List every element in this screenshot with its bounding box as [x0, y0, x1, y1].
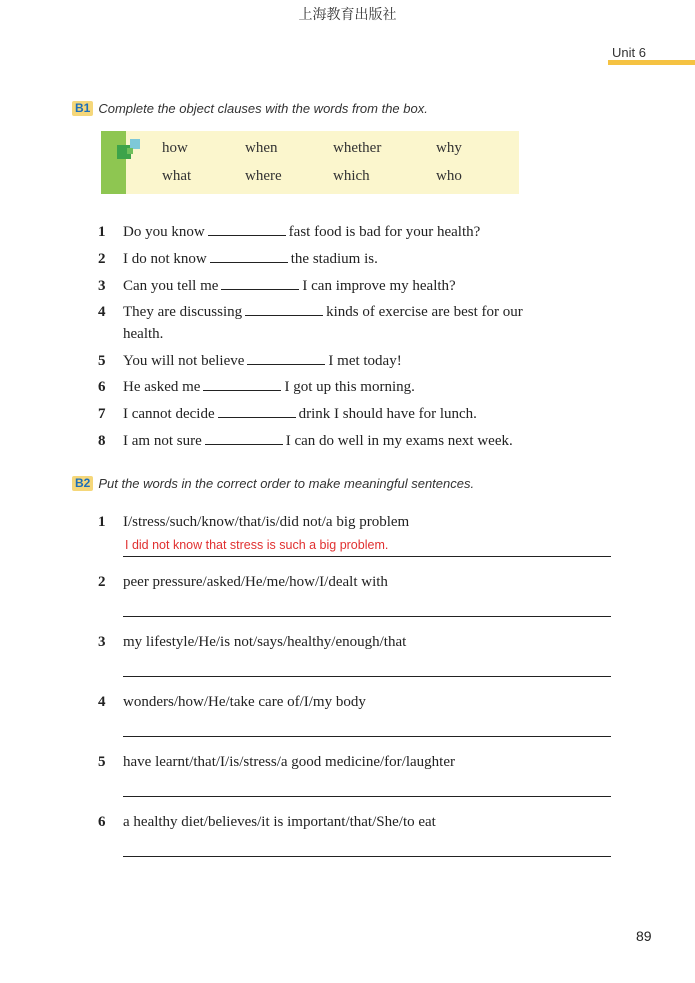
question-number: 7 — [98, 406, 106, 422]
answer-line[interactable] — [123, 736, 611, 737]
question-number: 8 — [98, 433, 106, 449]
b2-instruction: Put the words in the correct order to make meaningful sentences. — [98, 476, 475, 491]
question-text-continued: health. — [123, 326, 164, 342]
question-number: 3 — [98, 278, 106, 294]
question-number: 1 — [98, 224, 106, 240]
question-text: I got up this morning. — [284, 379, 415, 395]
question-prompt: a healthy diet/believes/it is important/that/She/to eat — [123, 814, 436, 830]
box-word: whether — [333, 140, 382, 156]
b1-question — [98, 301, 523, 323]
answer-blank[interactable] — [245, 301, 323, 316]
question-text: Do you know — [123, 224, 205, 240]
b2-question — [98, 571, 388, 593]
decor-square-icon — [127, 148, 133, 154]
box-word: what — [162, 168, 192, 184]
question-text: the stadium is. — [290, 251, 378, 267]
question-number: 3 — [98, 634, 106, 650]
b1-question — [98, 221, 480, 243]
question-number: 6 — [98, 814, 106, 830]
question-text: I can do well in my exams next week. — [285, 433, 513, 449]
question-text: I am not sure — [123, 433, 202, 449]
answer-line[interactable] — [123, 616, 611, 617]
answer-blank[interactable] — [210, 248, 288, 263]
b1-heading — [72, 101, 428, 116]
b1-instruction: Complete the object clauses with the words from the box. — [98, 101, 428, 116]
question-number: 2 — [98, 251, 106, 267]
question-number: 5 — [98, 353, 106, 369]
word-box-stripe — [101, 131, 126, 194]
answer-line[interactable] — [123, 676, 611, 677]
answer-blank[interactable] — [208, 221, 286, 236]
question-prompt: my lifestyle/He/is not/says/healthy/enough/that — [123, 634, 407, 650]
answer-blank[interactable] — [205, 430, 283, 445]
b1-question — [98, 403, 477, 425]
sample-answer: I did not know that stress is such a big problem. — [125, 538, 389, 552]
b2-question — [98, 631, 406, 653]
page-number: 89 — [636, 928, 652, 944]
answer-blank[interactable] — [221, 275, 299, 290]
box-word: how — [162, 140, 188, 156]
question-number: 1 — [98, 514, 106, 530]
answer-line[interactable] — [123, 556, 611, 557]
answer-line[interactable] — [123, 796, 611, 797]
question-text: He asked me — [123, 379, 201, 395]
question-text: You will not believe — [123, 353, 245, 369]
question-number: 4 — [98, 694, 106, 710]
b1-question — [98, 430, 513, 452]
unit-bar — [608, 60, 695, 65]
b2-heading — [72, 476, 474, 491]
b1-question — [98, 248, 378, 270]
answer-blank[interactable] — [218, 403, 296, 418]
answer-blank[interactable] — [247, 350, 325, 365]
b1-question — [98, 275, 456, 297]
b2-question — [98, 511, 409, 533]
question-number: 5 — [98, 754, 106, 770]
publisher-header: 上海教育出版社 — [298, 7, 397, 23]
b1-question — [98, 350, 402, 372]
b1-badge: B1 — [72, 101, 93, 116]
box-word: which — [333, 168, 370, 184]
b2-badge: B2 — [72, 476, 93, 491]
question-prompt: have learnt/that/I/is/stress/a good medicine/for/laughter — [123, 754, 455, 770]
question-text: Can you tell me — [123, 278, 219, 294]
question-prompt: wonders/how/He/take care of/I/my body — [123, 694, 366, 710]
b2-question — [98, 691, 366, 713]
question-text: kinds of exercise are best for our — [326, 304, 523, 320]
answer-line[interactable] — [123, 856, 611, 857]
question-text: I met today! — [328, 353, 402, 369]
b2-question — [98, 811, 436, 833]
word-box — [101, 131, 519, 194]
box-word: who — [436, 168, 462, 184]
question-text: I do not know — [123, 251, 207, 267]
b1-question — [98, 376, 415, 398]
box-word: why — [436, 140, 462, 156]
question-text: fast food is bad for your health? — [288, 224, 481, 240]
box-word: when — [245, 140, 278, 156]
question-number: 4 — [98, 304, 106, 320]
question-number: 2 — [98, 574, 106, 590]
question-text: I can improve my health? — [302, 278, 456, 294]
question-text: They are discussing — [123, 304, 243, 320]
question-text: drink I should have for lunch. — [298, 406, 477, 422]
answer-blank[interactable] — [203, 376, 281, 391]
question-number: 6 — [98, 379, 106, 395]
question-prompt: peer pressure/asked/He/me/how/I/dealt with — [123, 574, 388, 590]
question-text: I cannot decide — [123, 406, 215, 422]
question-prompt: I/stress/such/know/that/is/did not/a big problem — [123, 514, 410, 530]
box-word: where — [245, 168, 282, 184]
b2-question — [98, 751, 455, 773]
unit-label: Unit 6 — [612, 45, 646, 60]
